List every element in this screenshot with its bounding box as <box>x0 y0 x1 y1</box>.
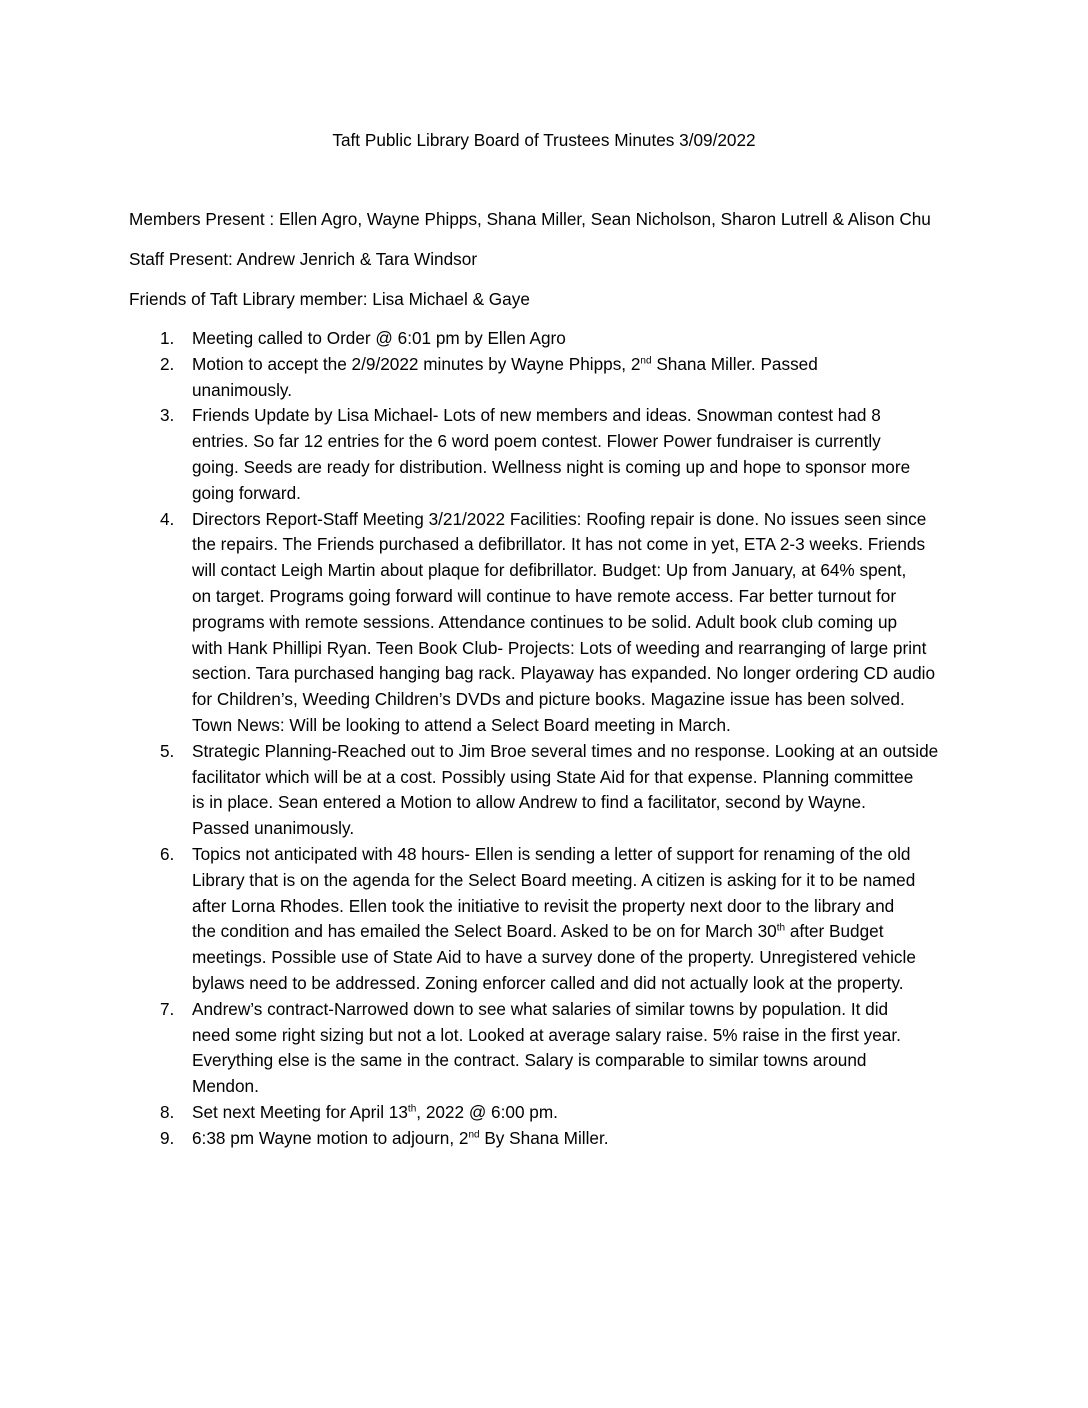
ordinal-suffix: th <box>407 1103 417 1115</box>
ordinal-suffix: nd <box>640 355 652 367</box>
item-text-line: section. Tara purchased hanging bag rack. Playaway has expanded. No longer ordering CD audio <box>192 663 936 684</box>
agenda-item-4 <box>0 507 972 739</box>
agenda-item-3 <box>0 403 972 506</box>
item-text-line: bylaws need to be addressed. Zoning enforcer called and did not actually look at the property. <box>192 972 904 993</box>
item-text-line: Meeting called to Order @ 6:01 pm by Ellen Agro <box>192 328 566 348</box>
item-text-line: Topics not anticipated with 48 hours- Ellen is sending a letter of support for renaming of the old <box>192 843 911 864</box>
item-text-line <box>192 352 972 378</box>
members-present: Members Present : Ellen Agro, Wayne Phipps, Shana Miller, Sean Nicholson, Sharon Lutrell & Alison Chu <box>129 209 931 229</box>
item-text-line: is in place. Sean entered a Motion to allow Andrew to find a facilitator, second by Wayne. <box>192 792 866 813</box>
agenda-item-6 <box>0 842 972 997</box>
agenda-list <box>0 326 1088 1152</box>
item-text-line: the repairs. The Friends purchased a defibrillator. It has not come in yet, ETA 2-3 weeks. Friends <box>192 534 926 555</box>
item-text-line: Directors Report-Staff Meeting 3/21/2022 Facilities: Roofing repair is done. No issues seen since <box>192 508 927 529</box>
agenda-item-8 <box>0 1100 972 1126</box>
item-text: 6:38 pm Wayne motion to adjourn, 2 <box>192 1127 469 1148</box>
friends-member: Friends of Taft Library member: Lisa Michael & Gaye <box>129 289 530 309</box>
item-number: 8. <box>160 1101 175 1122</box>
item-text-line <box>192 1126 972 1152</box>
item-number: 7. <box>160 998 175 1019</box>
item-text: , 2022 @ 6:00 pm. <box>416 1101 558 1122</box>
item-text-line: going. Seeds are ready for distribution. Wellness night is coming up and hope to sponsor more <box>192 456 911 477</box>
item-text-line: unanimously. <box>192 379 292 400</box>
item-text-line: for Children’s, Weeding Children’s DVDs and picture books. Magazine issue has been solved. <box>192 689 905 710</box>
ordinal-suffix: nd <box>468 1128 480 1140</box>
item-text-line: need some right sizing but not a lot. Looked at average salary raise. 5% raise in the first year. <box>192 1024 901 1045</box>
item-number: 9. <box>160 1127 175 1148</box>
item-text-line: Friends Update by Lisa Michael- Lots of new members and ideas. Snowman contest had 8 <box>192 405 881 426</box>
item-text: the condition and has emailed the Select Board. Asked to be on for March 30 <box>192 921 777 942</box>
item-text: after Budget <box>785 921 884 942</box>
item-number: 3. <box>160 405 175 426</box>
item-text-line <box>192 919 972 945</box>
item-number: 1. <box>160 328 175 348</box>
item-text-line: with Hank Phillipi Ryan. Teen Book Club- Projects: Lots of weeding and rearranging of large print <box>192 637 927 658</box>
item-text-line <box>192 1100 972 1126</box>
agenda-item-7 <box>0 997 972 1100</box>
item-text-line: Library that is on the agenda for the Select Board meeting. A citizen is asking for it to be named <box>192 869 916 890</box>
agenda-item-2 <box>0 352 972 404</box>
staff-present: Staff Present: Andrew Jenrich & Tara Windsor <box>129 249 478 269</box>
item-number: 6. <box>160 843 175 864</box>
ordinal-suffix: th <box>776 922 786 934</box>
item-text-line: Strategic Planning-Reached out to Jim Broe several times and no response. Looking at an outside <box>192 740 939 761</box>
item-text: Motion to accept the 2/9/2022 minutes by Wayne Phipps, 2 <box>192 353 641 374</box>
item-text-line: Andrew’s contract-Narrowed down to see what salaries of similar towns by population. It did <box>192 998 889 1019</box>
item-text-line: after Lorna Rhodes. Ellen took the initiative to revisit the property next door to the library and <box>192 895 895 916</box>
item-text-line: will contact Leigh Martin about plaque for defibrillator. Budget: Up from January, at 64% spent, <box>192 560 907 581</box>
item-text-line: Town News: Will be looking to attend a Select Board meeting in March. <box>192 714 731 735</box>
item-text-line: facilitator which will be at a cost. Possibly using State Aid for that expense. Planning committee <box>192 766 914 787</box>
item-text-line: on target. Programs going forward will continue to have remote access. Far better turnout for <box>192 585 897 606</box>
item-text-line: going forward. <box>192 482 301 503</box>
item-text-line: meetings. Possible use of State Aid to have a survey done of the property. Unregistered vehicle <box>192 947 916 968</box>
item-text-line: Passed unanimously. <box>192 818 355 839</box>
item-text: By Shana Miller. <box>479 1127 609 1148</box>
item-number: 2. <box>160 353 175 374</box>
document-title: Taft Public Library Board of Trustees Minutes 3/09/2022 <box>332 130 756 150</box>
item-number: 4. <box>160 508 175 529</box>
agenda-item-1 <box>0 326 972 352</box>
item-text: Set next Meeting for April 13 <box>192 1101 408 1122</box>
agenda-item-5 <box>0 739 972 842</box>
item-text-line: Everything else is the same in the contract. Salary is comparable to similar towns around <box>192 1050 867 1071</box>
item-text-line: entries. So far 12 entries for the 6 word poem contest. Flower Power fundraiser is currently <box>192 431 881 452</box>
item-text-line: Mendon. <box>192 1076 259 1097</box>
item-number: 5. <box>160 740 175 761</box>
item-text-line: programs with remote sessions. Attendance continues to be solid. Adult book club coming up <box>192 611 898 632</box>
agenda-item-9 <box>0 1126 972 1152</box>
item-text: Shana Miller. Passed <box>651 353 818 374</box>
